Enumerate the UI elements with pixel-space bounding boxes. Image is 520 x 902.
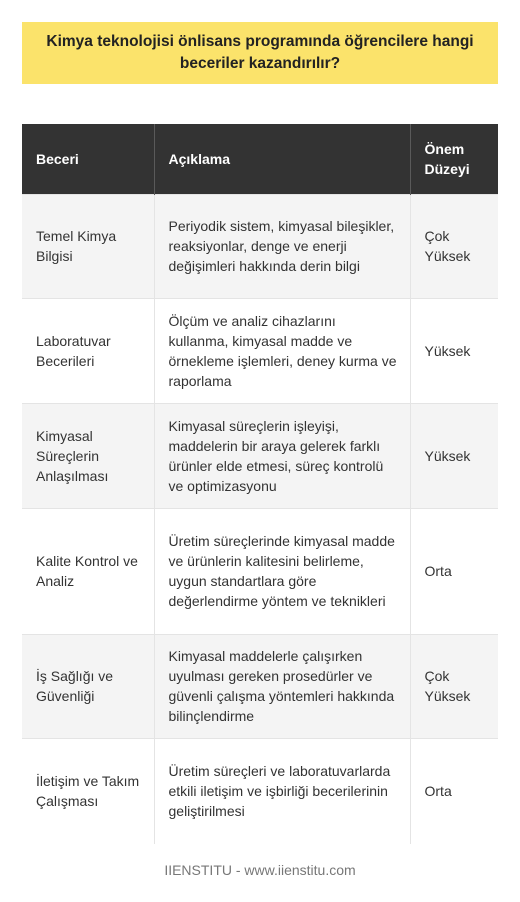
footer-credit: IIENSTITU - www.iienstitu.com <box>164 862 356 878</box>
header-row <box>22 124 498 194</box>
table-row <box>22 194 498 298</box>
description-cell: Ölçüm ve analiz cihazlarını kullanma, kimyasal madde ve örnekleme işlemleri, deney kurma ve raporlama <box>154 298 410 403</box>
importance-cell: Orta <box>410 508 498 634</box>
header-importance: Önem Düzeyi <box>410 124 498 194</box>
skill-cell: Kimyasal Süreçlerin Anlaşılması <box>22 403 154 508</box>
table-row <box>22 634 498 738</box>
table-row <box>22 298 498 403</box>
table-row <box>22 508 498 634</box>
description-cell: Kimyasal maddelerle çalışırken uyulması gereken prosedürler ve güvenli çalışma yöntemleri hakkında bilinçlendirme <box>154 634 410 738</box>
description-cell: Üretim süreçleri ve laboratuvarlarda etkili iletişim ve işbirliği becerilerinin geliştirilmesi <box>154 738 410 844</box>
skill-cell: Temel Kimya Bilgisi <box>22 194 154 298</box>
skill-cell: İş Sağlığı ve Güvenliği <box>22 634 154 738</box>
skill-cell: Laboratuvar Becerileri <box>22 298 154 403</box>
skills-table <box>22 124 498 844</box>
importance-cell: Orta <box>410 738 498 844</box>
importance-cell: Yüksek <box>410 403 498 508</box>
table-row <box>22 738 498 844</box>
header-description: Açıklama <box>154 124 410 194</box>
header-skill: Beceri <box>22 124 154 194</box>
importance-cell: Çok Yüksek <box>410 194 498 298</box>
table-header <box>22 124 498 194</box>
title-banner <box>22 22 498 84</box>
description-cell: Kimyasal süreçlerin işleyişi, maddelerin bir araya gelerek farklı ürünler elde etmesi, süreç kontrolü ve optimizasyonu <box>154 403 410 508</box>
skill-cell: İletişim ve Takım Çalışması <box>22 738 154 844</box>
table-body <box>22 194 498 844</box>
importance-cell: Yüksek <box>410 298 498 403</box>
skill-cell: Kalite Kontrol ve Analiz <box>22 508 154 634</box>
table-row <box>22 403 498 508</box>
description-cell: Periyodik sistem, kimyasal bileşikler, reaksiyonlar, denge ve enerji değişimleri hakkında derin bilgi <box>154 194 410 298</box>
page-title: Kimya teknolojisi önlisans programında öğrencilere hangi beceriler kazandırılır? <box>46 33 474 72</box>
description-cell: Üretim süreçlerinde kimyasal madde ve ürünlerin kalitesini belirleme, uygun standartlara göre değerlendirme yöntem ve teknikleri <box>154 508 410 634</box>
importance-cell: Çok Yüksek <box>410 634 498 738</box>
